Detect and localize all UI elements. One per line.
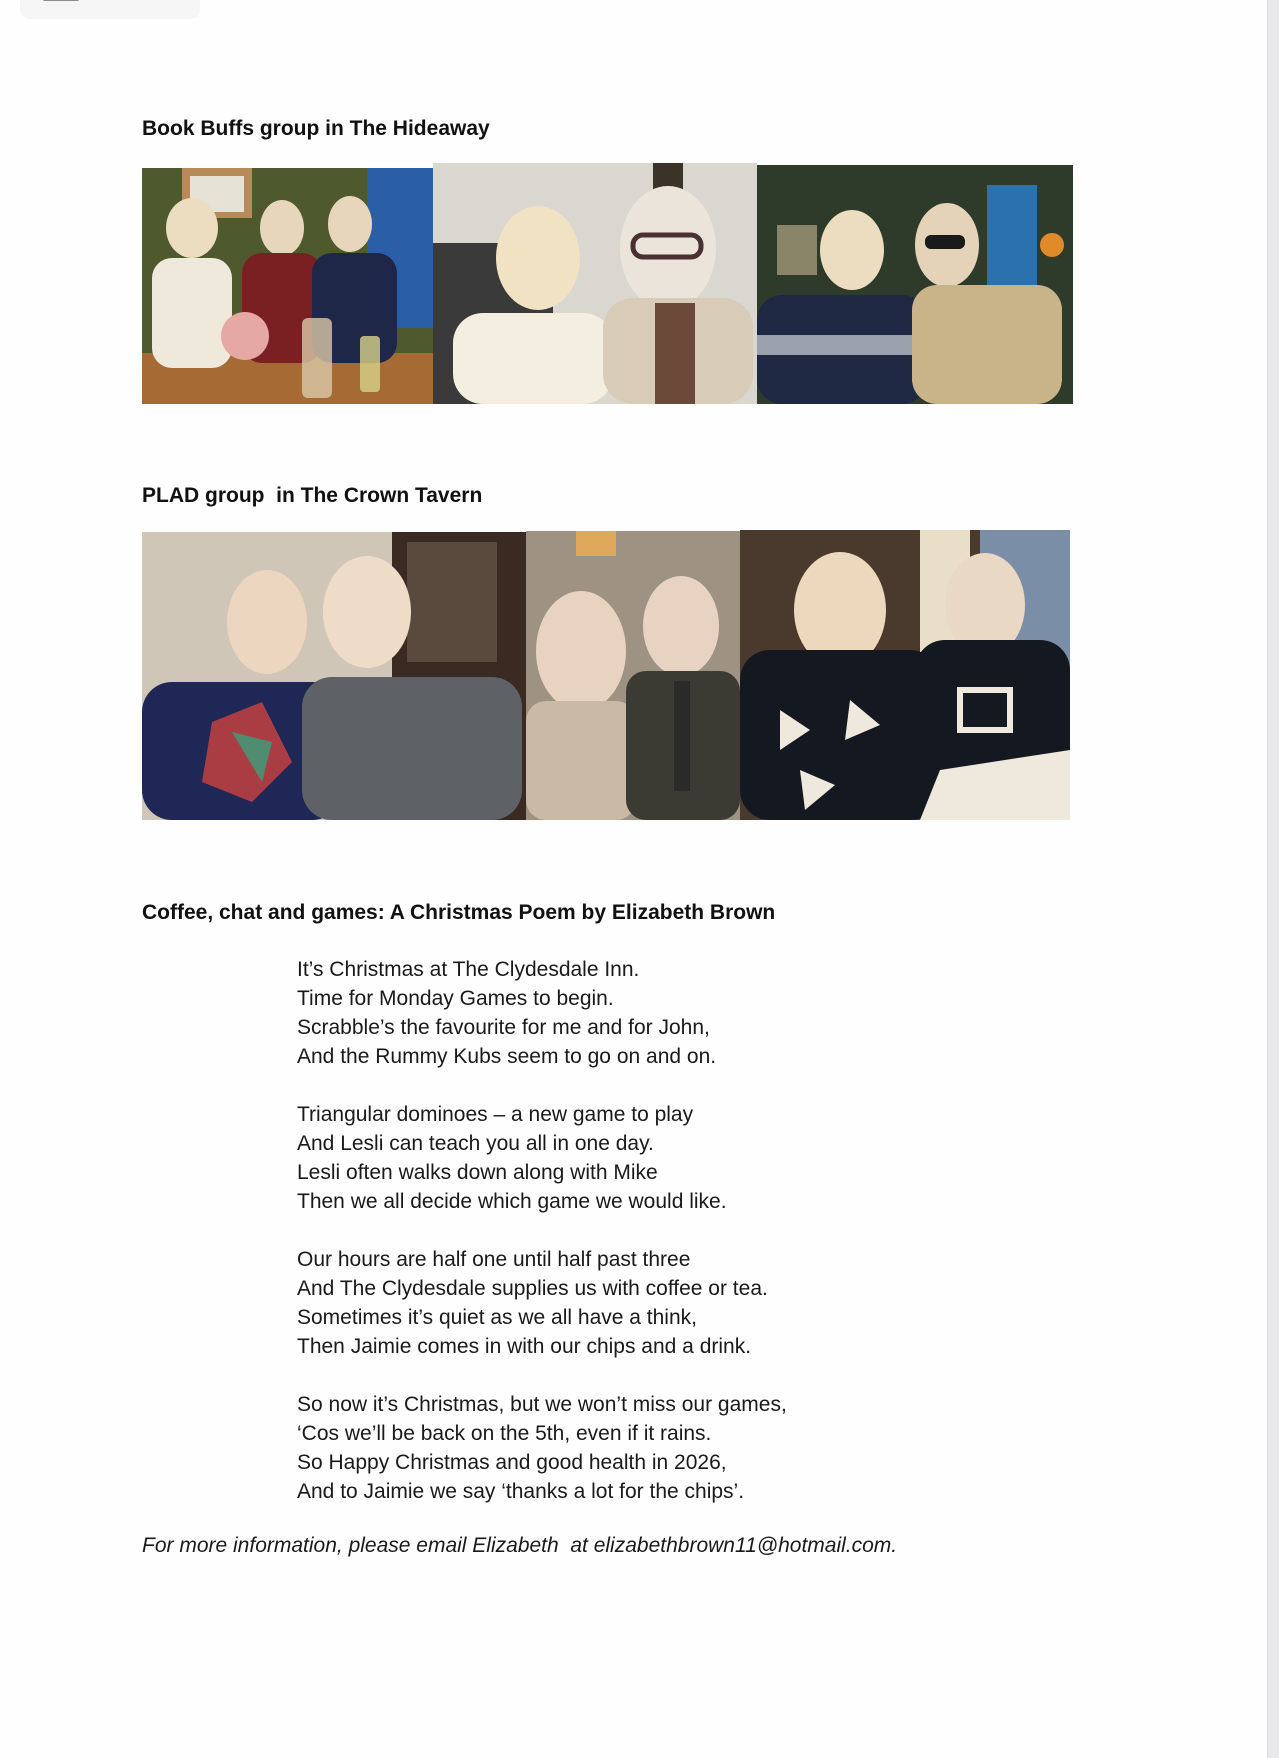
poem-line: And the Rummy Kubs seem to go on and on.	[297, 1045, 717, 1068]
poem-line: So Happy Christmas and good health in 2026,	[297, 1451, 727, 1474]
poem-line: And Lesli can teach you all in one day.	[297, 1132, 654, 1155]
contact-note: For more information, please email Elizabeth at elizabethbrown11@hotmail.com.	[142, 1534, 898, 1557]
poem-stanza	[297, 955, 787, 1071]
poem-stanza	[297, 1100, 787, 1216]
poem-line: It’s Christmas at The Clydesdale Inn.	[297, 958, 640, 981]
section-heading-plad: PLAD group in The Crown Tavern	[142, 484, 483, 507]
poem-line: ‘Cos we’ll be back on the 5th, even if it rains.	[297, 1422, 712, 1445]
photo-plad-3	[740, 530, 1070, 820]
poem-line: Scrabble’s the favourite for me and for John,	[297, 1016, 710, 1039]
poem-line: And to Jaimie we say ‘thanks a lot for the chips’.	[297, 1480, 745, 1503]
poem-body	[297, 955, 787, 1535]
photo-book-buffs-1	[142, 168, 433, 404]
poem-stanza	[297, 1245, 787, 1361]
section-heading-poem: Coffee, chat and games: A Christmas Poem by Elizabeth Brown	[142, 901, 776, 924]
poem-line: And The Clydesdale supplies us with coffee or tea.	[297, 1277, 768, 1300]
poem-line: Then we all decide which game we would like.	[297, 1190, 727, 1213]
poem-line: Then Jaimie comes in with our chips and a drink.	[297, 1335, 752, 1358]
poem-line: Sometimes it’s quiet as we all have a think,	[297, 1306, 697, 1329]
section-heading-book-buffs: Book Buffs group in The Hideaway	[142, 117, 490, 140]
poem-line: Triangular dominoes – a new game to play	[297, 1103, 694, 1126]
photo-plad-1	[142, 532, 526, 820]
toolbar-handle[interactable]	[20, 0, 200, 19]
photo-book-buffs-2	[433, 163, 757, 404]
poem-line: Time for Monday Games to begin.	[297, 987, 614, 1010]
poem-line: So now it’s Christmas, but we won’t miss our games,	[297, 1393, 787, 1416]
photo-row-book-buffs	[142, 163, 1073, 404]
vertical-scrollbar[interactable]	[1267, 0, 1279, 1758]
photo-plad-2	[526, 531, 740, 820]
photo-book-buffs-3	[757, 165, 1073, 404]
poem-stanza	[297, 1390, 787, 1506]
poem-line: Lesli often walks down along with Mike	[297, 1161, 658, 1184]
poem-line: Our hours are half one until half past three	[297, 1248, 691, 1271]
photo-row-plad	[142, 530, 1070, 820]
handle-grip-icon	[43, 0, 79, 1]
